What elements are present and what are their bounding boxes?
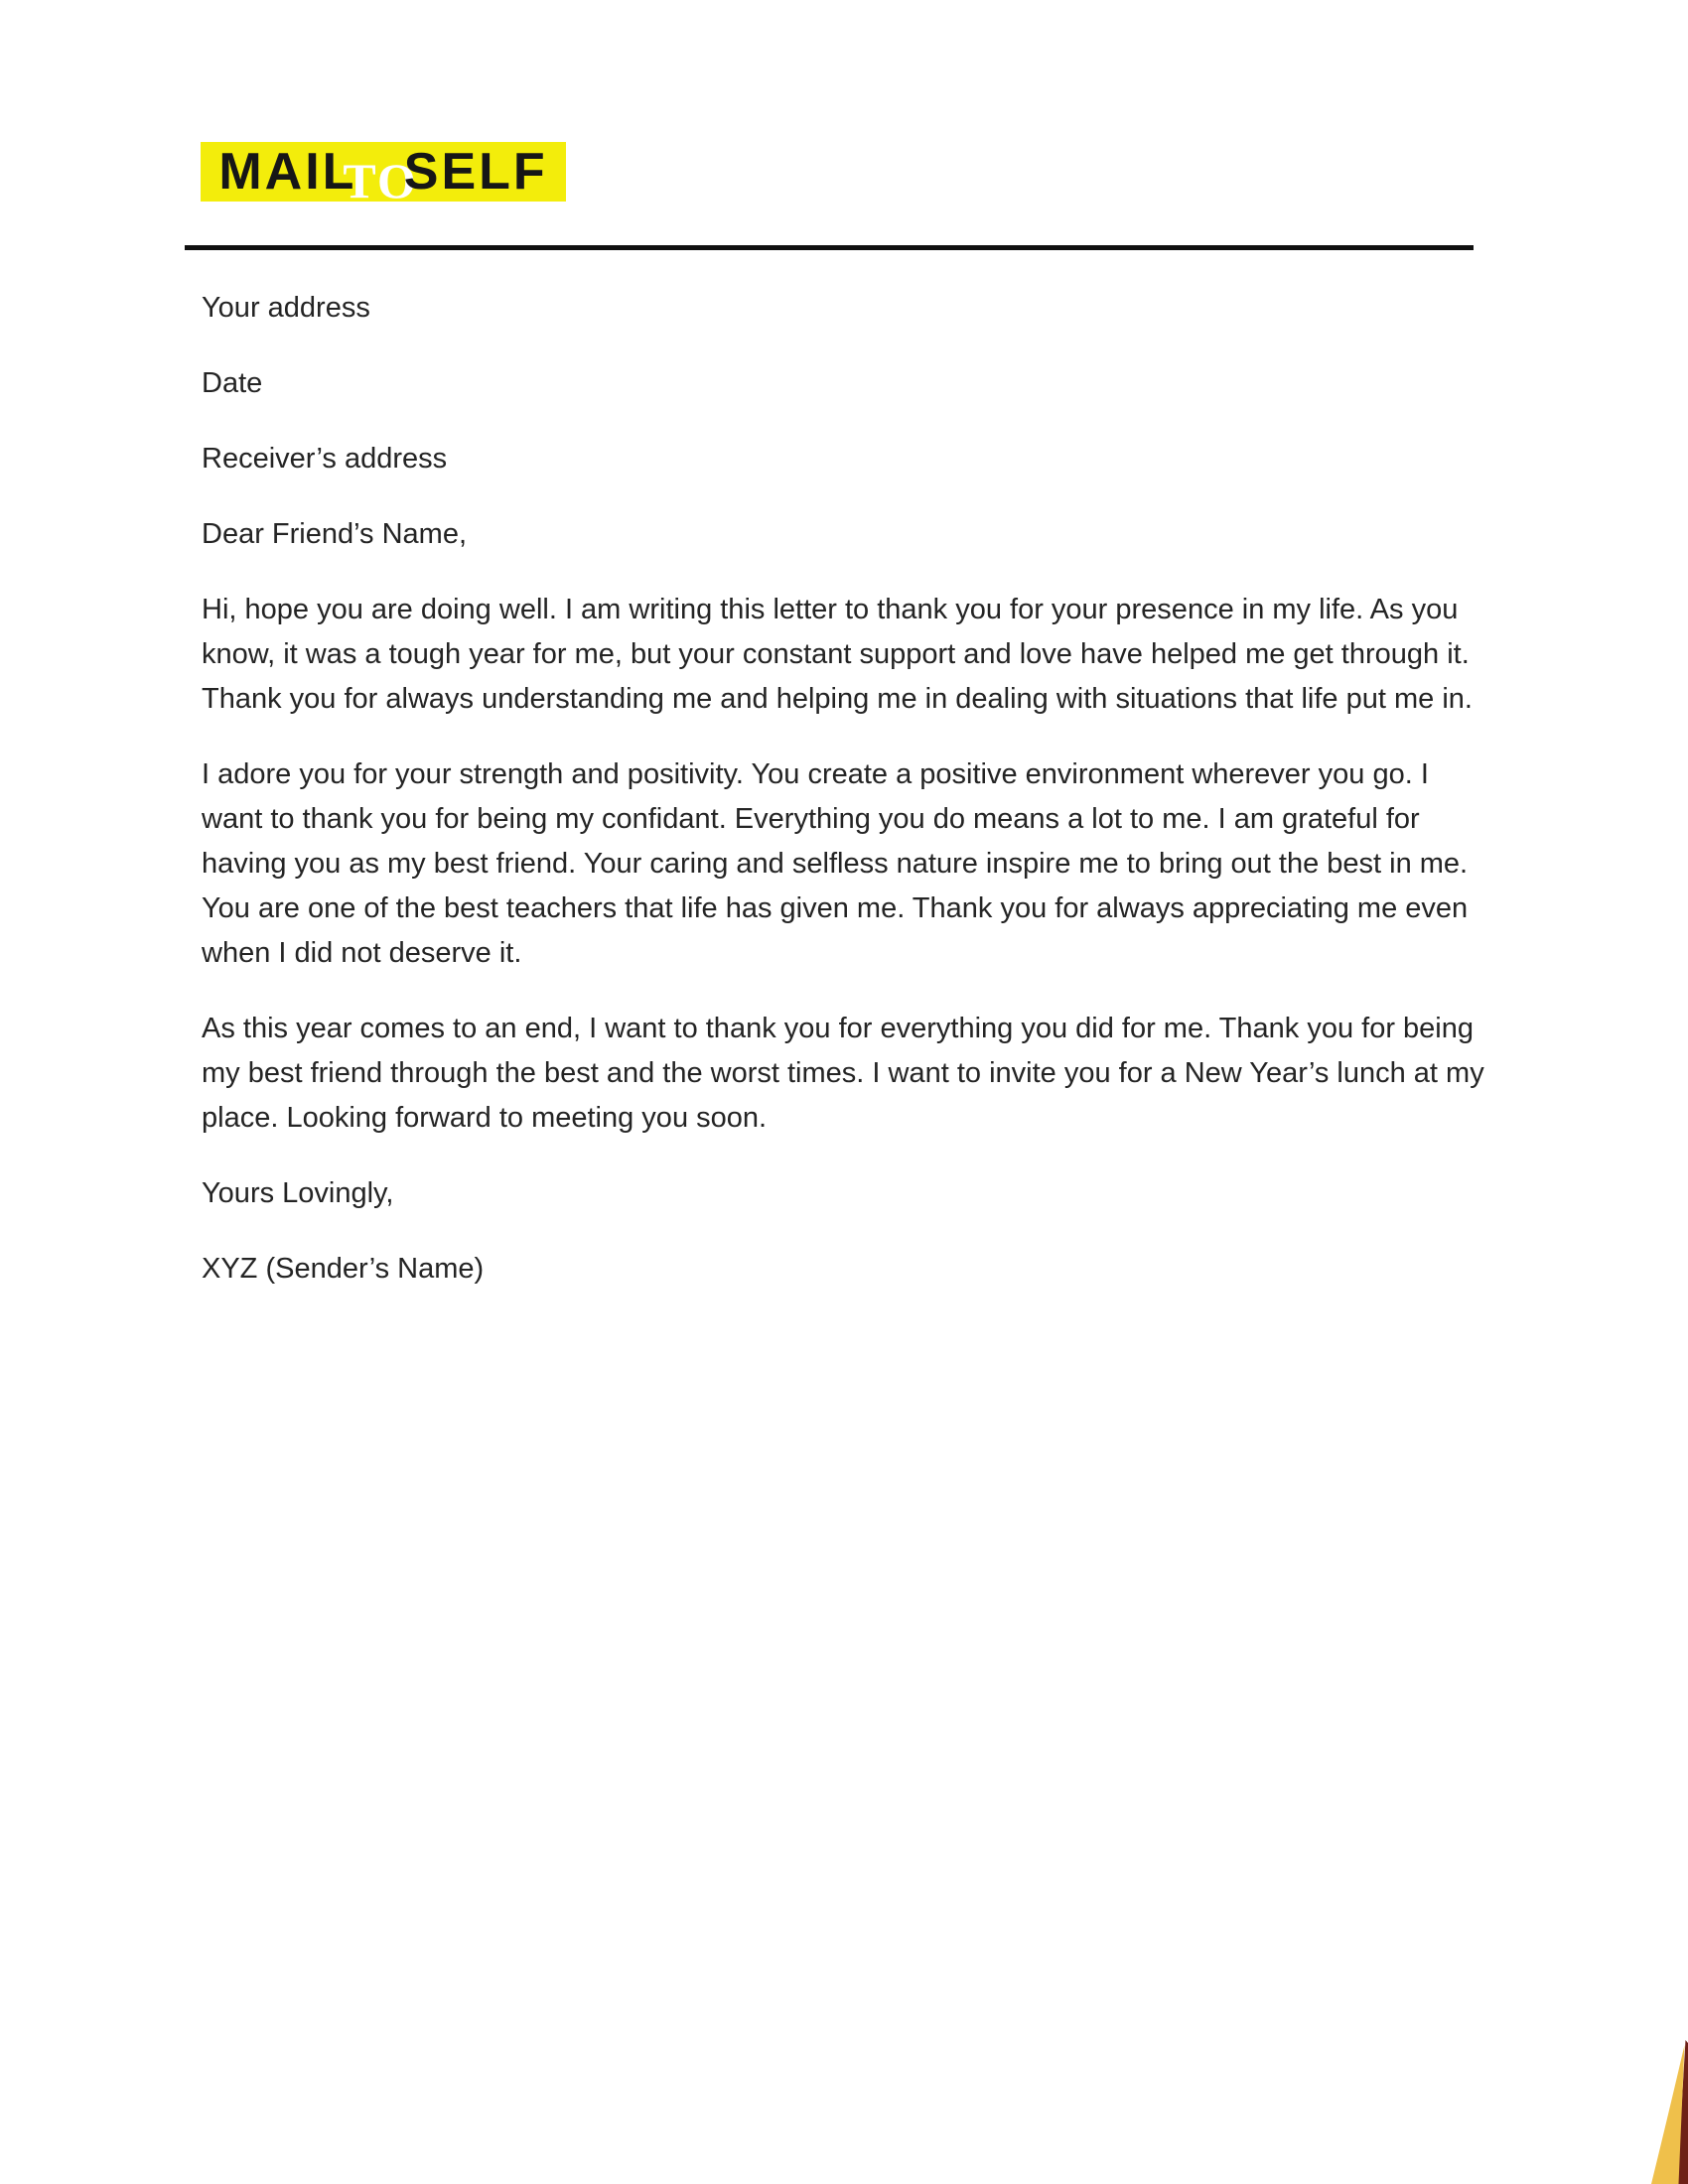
logo-self-text: SELF [403,143,548,201]
header-divider-rule [185,245,1474,250]
body-paragraph-3: As this year comes to an end, I want to thank you for everything you did for me. Thank you for being my best friend through the best and the worst times. I want to invite you for a New Year’s lunch at my place. Looking forward to meeting you soon. [202,1013,1484,1134]
logo-to-text: TO [343,153,418,208]
body-paragraph-2: I adore you for your strength and positivity. You create a positive environment wherever you go. I want to thank you for being my confidant. Everything you do means a lot to me. I am grateful for having you as my best friend. Your caring and selfless nature inspire me to bring out the best in me. You are one of the best teachers that life has given me. Thank you for always appreciating me even when I did not deserve it. [202,758,1469,969]
logo-mail-text: MAIL [218,143,357,201]
salutation: Dear Friend’s Name, [202,518,468,550]
body-paragraph-1: Hi, hope you are doing well. I am writing this letter to thank you for your presence in my life. As you know, it was a tough year for me, but your constant support and love have helped me get through it. Thank you for always understanding me and helping me in dealing with situations that life put me in. [202,594,1473,715]
closing-line: Yours Lovingly, [202,1177,394,1209]
receiver-address-placeholder: Receiver’s address [202,443,448,475]
sender-address-placeholder: Your address [202,292,370,324]
mail-to-self-logo [201,142,566,208]
corner-ribbon-decoration [1640,2040,1688,2184]
signature-line: XYZ (Sender’s Name) [202,1253,485,1285]
letter-body [202,286,1492,1322]
date-placeholder: Date [202,367,263,399]
